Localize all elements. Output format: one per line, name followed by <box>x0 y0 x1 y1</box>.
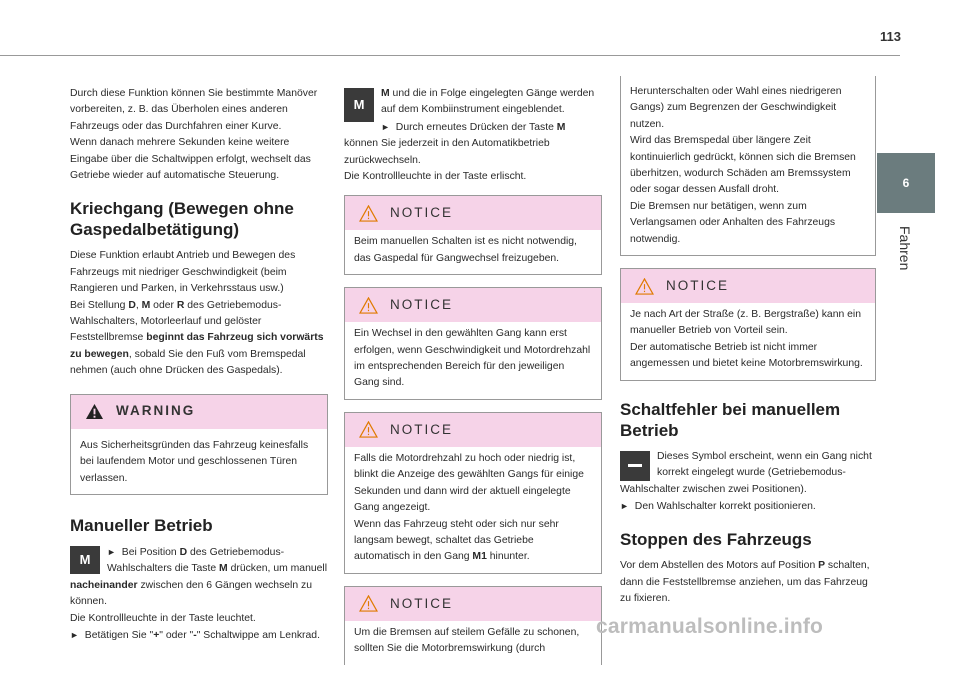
kriech-paragraph-2: Bei Stellung D, M oder R des Getriebemodus-Wahlschalters, Motorleerlauf und gelöster Feststellbremse beginnt das Fahrzeug sich vorwärts zu bewegen, sobald Sie den Fuß vom Bremspedal nehmen (auch ohne Drücken des Gaspedals). <box>70 299 324 377</box>
notice-title: NOTICE <box>666 277 730 293</box>
column-3 <box>620 76 876 608</box>
column-2 <box>344 86 602 677</box>
col2-paragraph-3: Die Kontrollleuchte in der Taste erlischt. <box>344 171 527 183</box>
intro-paragraph-1: Durch diese Funktion können Sie bestimmte Manöver vorbereiten, z. B. das Überholen eines anderen Fahrzeugs oder das Durchfahren einer Kurve. <box>70 88 318 132</box>
manual-paragraph-2: Die Kontrollleuchte in der Taste leuchtet. <box>70 612 256 624</box>
continuation-text-1: Herunterschalten oder Wahl eines niedrigeren Gangs) zum Begrenzen der Geschwindigkeit nutzen. <box>630 86 842 130</box>
warning-header <box>71 395 327 429</box>
notice-title: NOTICE <box>390 205 454 221</box>
notice-box-5 <box>620 268 876 381</box>
heading-gear-fault: Schaltfehler bei manuellem Betrieb <box>620 399 841 440</box>
fault-paragraph-1: Dieses Symbol erscheint, wenn ein Gang nicht korrekt eingelegt wurde (Getriebemodus-Wahlschalter zwischen zwei Positionen). <box>620 450 872 495</box>
notice-triangle-icon <box>635 278 654 295</box>
notice-text-2: Ein Wechsel in den gewählten Gang kann erst erfolgen, wenn Geschwindigkeit und Motordrehzahl im entsprechenden Bereich für den jeweiligen Gang sind. <box>354 328 591 389</box>
notice-triangle-icon <box>359 297 378 314</box>
watermark: carmanualsonline.info <box>596 615 824 638</box>
fault-paragraph-2: ► Den Wahlschalter korrekt positionieren. <box>620 500 816 512</box>
notice-triangle-icon <box>359 421 378 438</box>
notice-text-4: Um die Bremsen auf steilem Gefälle zu schonen, sollten Sie die Motorbremswirkung (durch <box>354 626 580 655</box>
notice-text-3b: Wenn das Fahrzeug steht oder sich nur sehr langsam bewegt, schaltet das Getriebe automatisch in den Gang M1 hinunter. <box>354 518 559 563</box>
heading-stop: Stoppen des Fahrzeugs <box>620 530 812 550</box>
notice-triangle-icon <box>359 205 378 222</box>
notice-triangle-icon <box>359 595 378 612</box>
gear-display-icon: M <box>344 88 374 122</box>
notice-title: NOTICE <box>390 297 454 313</box>
section-label: Fahren <box>897 226 913 271</box>
notice-box-4 <box>344 586 602 665</box>
notice-box-3 <box>344 412 602 574</box>
notice-box-2 <box>344 287 602 400</box>
continuation-text-3: Die Bremsen nur betätigen, wenn zum Verlangsamen oder Anhalten des Fahrzeugs notwendig. <box>630 200 836 245</box>
col2-paragraph-1: M und die in Folge eingelegten Gänge werden auf dem Kombiinstrument eingeblendet. <box>381 88 595 116</box>
section-tab: 6 <box>877 153 935 213</box>
heading-manual: Manueller Betrieb <box>70 515 213 535</box>
warning-text: Aus Sicherheitsgründen das Fahrzeug keinesfalls bei laufendem Motor und geschlossenen Türen verlassen. <box>80 439 309 484</box>
manual-mode-icon: M <box>70 546 100 574</box>
manual-paragraph-3: ► Betätigen Sie "+" oder "-" Schaltwippe am Lenkrad. <box>70 629 320 641</box>
heading-kriechgang: Kriechgang (Bewegen ohne Gaspedalbetätigung) <box>70 199 294 240</box>
notice-title: NOTICE <box>390 421 454 437</box>
warning-triangle-icon <box>85 403 104 420</box>
notice-text-5a: Je nach Art der Straße (z. B. Bergstraße) kann ein manueller Betrieb von Vorteil sein. <box>630 309 862 337</box>
warning-title: WARNING <box>116 403 196 419</box>
notice-text-3a: Falls die Motordrehzahl zu hoch oder niedrig ist, blinkt die Anzeige des gewählten Gangs für einige Sekunden und dann wird der aktuell eingelegte Gang angezeigt. <box>354 452 584 514</box>
notice-title: NOTICE <box>390 595 454 611</box>
kriech-paragraph-1: Diese Funktion erlaubt Antrieb und Bewegen des Fahrzeugs mit niedriger Geschwindigkeit (beim Rangieren und Parken, in Verkehrsstaus usw.) <box>70 250 296 295</box>
continuation-text-2: Wird das Bremspedal über längere Zeit kontinuierlich gedrückt, können sich die Bremsen überhitzen, wodurch Schäden am Bremssystem oder sogar dessen Ausfall droht. <box>630 135 856 196</box>
warning-box <box>70 394 328 495</box>
notice-text-5b: Der automatische Betrieb ist nicht immer angemessen und bietet keine Motorbremswirkung. <box>630 341 863 370</box>
column-1 <box>70 86 328 644</box>
notice-box-1 <box>344 195 602 275</box>
manual-paragraph-1: ► Bei Position D des Getriebemodus-Wahlschalters die Taste M drücken, um manuell nacheinander zwischen den 6 Gängen wechseln zu können. <box>70 546 328 608</box>
page-number: 113 <box>880 29 901 44</box>
gear-fault-icon <box>620 451 650 481</box>
intro-paragraph-2: Wenn danach mehrere Sekunden keine weitere Eingabe über die Schaltwippen erfolgt, wechselt das Getriebe wieder auf automatische Steuerung. <box>70 137 311 182</box>
col2-paragraph-2: ► Durch erneutes Drücken der Taste M können Sie jederzeit in den Automatikbetrieb zurückwechseln. <box>344 121 566 166</box>
stop-paragraph: Vor dem Abstellen des Motors auf Position P schalten, dann die Feststellbremse anziehen, um das Fahrzeug zu fixieren. <box>620 560 870 605</box>
header-rule <box>0 55 900 56</box>
notice-continuation-box <box>620 76 876 256</box>
notice-text-1: Beim manuellen Schalten ist es nicht notwendig, das Gaspedal für Gangwechsel freizugeben. <box>354 236 577 264</box>
